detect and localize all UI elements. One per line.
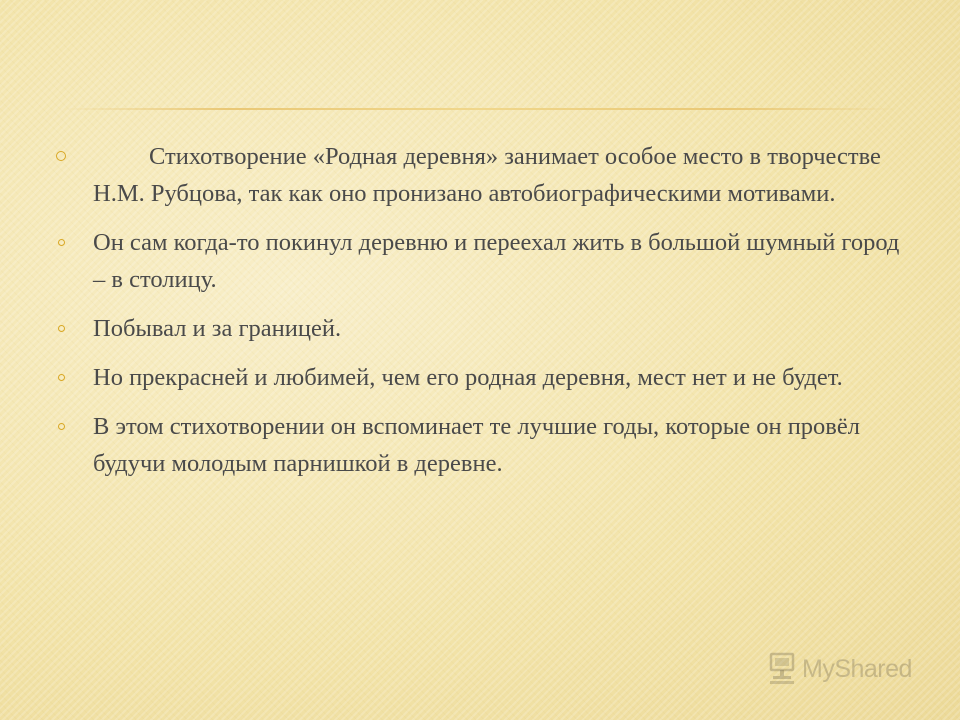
decorative-rule <box>60 108 900 110</box>
circle-outline-icon <box>58 423 65 430</box>
bullet-text: В этом стихотворении он вспоминает те лучшие годы, которые он провёл будучи молодым парнишкой в деревне. <box>93 413 860 477</box>
watermark-logo <box>768 652 912 686</box>
circle-outline-icon <box>58 374 65 381</box>
circle-outline-icon <box>58 239 65 246</box>
circle-outline-icon <box>58 325 65 332</box>
circle-outline-icon <box>56 151 66 161</box>
bullet-item <box>56 359 916 396</box>
monitor-icon <box>768 652 796 686</box>
bullet-item <box>56 138 916 212</box>
bullet-text: Стихотворение «Родная деревня» занимает особое место в творчестве Н.М. Рубцова, так как оно пронизано автобиографическими мотивами. <box>93 143 881 207</box>
bullet-text: Побывал и за границей. <box>93 315 342 342</box>
slide-content <box>56 138 916 494</box>
bullet-item <box>56 408 916 482</box>
bullet-item <box>56 310 916 347</box>
bullet-list <box>56 138 916 482</box>
bullet-item <box>56 224 916 298</box>
watermark-text: MyShared <box>802 654 912 683</box>
bullet-text: Он сам когда-то покинул деревню и переехал жить в большой шумный город – в столицу. <box>93 229 900 293</box>
bullet-text: Но прекрасней и любимей, чем его родная деревня, мест нет и не будет. <box>93 364 843 391</box>
